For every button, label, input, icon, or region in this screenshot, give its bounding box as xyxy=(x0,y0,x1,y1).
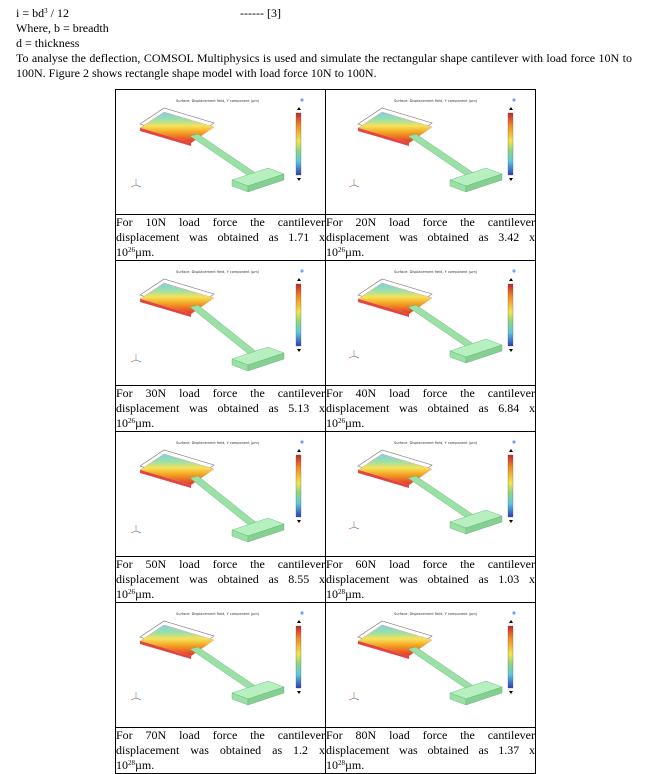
caption-text: For 70N load force the cantilever displacement was obtained as 1.2 x xyxy=(116,728,325,757)
caption-exponent: 28 xyxy=(338,759,345,767)
caption-power-base: 10 xyxy=(326,416,338,430)
axis-triad-icon xyxy=(349,692,359,700)
caption-power-base: 10 xyxy=(326,587,338,601)
sim-settings-icon xyxy=(512,98,515,101)
caption-text: For 50N load force the cantilever displacement was obtained as 8.55 x xyxy=(116,557,325,586)
simulation-image-3 xyxy=(116,261,326,386)
caption-power-base: 10 xyxy=(116,245,128,259)
equation-ref: ------ [3] xyxy=(240,6,281,20)
cantilever-simulation xyxy=(326,432,535,556)
caption-7 xyxy=(116,728,326,774)
simulation-image-8 xyxy=(326,603,536,728)
simulation-image-6 xyxy=(326,432,536,557)
caption-power-base: 10 xyxy=(326,245,338,259)
cantilever-simulation xyxy=(116,603,325,727)
caption-exponent: 26 xyxy=(338,246,345,254)
caption-exponent: 26 xyxy=(128,588,135,596)
caption-unit: µm. xyxy=(135,758,155,772)
axis-triad-icon xyxy=(131,692,141,700)
sim-settings-icon xyxy=(512,269,515,272)
caption-4 xyxy=(326,386,536,432)
sim-title-text: Surface: Displacement field, Y component (µm) xyxy=(394,441,478,445)
axis-triad-icon xyxy=(131,525,141,533)
simulation-image-2 xyxy=(326,90,536,215)
sim-settings-icon xyxy=(300,440,303,443)
cantilever-simulation xyxy=(116,261,325,385)
color-legend xyxy=(296,278,301,352)
simulation-image-5 xyxy=(116,432,326,557)
caption-unit: µm. xyxy=(135,587,155,601)
formula-line xyxy=(16,6,69,20)
caption-power-base: 10 xyxy=(116,758,128,772)
sim-settings-icon xyxy=(300,98,303,101)
formula-tail: / 12 xyxy=(47,6,69,20)
caption-6 xyxy=(326,557,536,603)
caption-text: For 40N load force the cantilever displacement was obtained as 6.84 x xyxy=(326,386,535,415)
formula-text: i = bd xyxy=(16,6,45,20)
cantilever-simulation xyxy=(326,603,535,727)
sim-title-text: Surface: Displacement field, Y component (µm) xyxy=(176,270,260,274)
caption-exponent: 28 xyxy=(128,759,135,767)
body-paragraph: To analyse the deflection, COMSOL Multiphysics is used and simulate the rectangular shape cantilever with load force 10N to 100N. Figure 2 shows rectangle shape model with load force 10N to 100N. xyxy=(16,51,632,80)
sim-settings-icon xyxy=(512,611,515,614)
where-line: Where, b = breadth xyxy=(16,21,109,35)
caption-text: For 20N load force the cantilever displacement was obtained as 3.42 x xyxy=(326,215,535,244)
thickness-line: d = thickness xyxy=(16,36,80,50)
caption-5 xyxy=(116,557,326,603)
caption-unit: µm. xyxy=(345,587,365,601)
caption-exponent: 26 xyxy=(128,246,135,254)
simulation-image-4 xyxy=(326,261,536,386)
axis-triad-icon xyxy=(131,354,141,362)
color-legend xyxy=(508,449,513,523)
caption-power-base: 10 xyxy=(326,758,338,772)
caption-power-base: 10 xyxy=(116,416,128,430)
caption-text: For 10N load force the cantilever displacement was obtained as 1.71 x xyxy=(116,215,325,244)
caption-2 xyxy=(326,215,536,261)
cantilever-simulation xyxy=(116,90,325,214)
figure-grid xyxy=(115,89,536,774)
axis-triad-icon xyxy=(131,179,141,187)
color-legend xyxy=(296,620,301,694)
color-legend xyxy=(508,278,513,352)
caption-unit: µm. xyxy=(345,416,365,430)
simulation-image-1 xyxy=(116,90,326,215)
cantilever-simulation xyxy=(326,90,535,214)
caption-unit: µm. xyxy=(345,758,365,772)
sim-settings-icon xyxy=(300,269,303,272)
caption-unit: µm. xyxy=(345,245,365,259)
sim-settings-icon xyxy=(512,440,515,443)
caption-1 xyxy=(116,215,326,261)
color-legend xyxy=(508,107,513,181)
sim-settings-icon xyxy=(300,611,303,614)
color-legend xyxy=(296,107,301,181)
color-legend xyxy=(296,449,301,523)
caption-text: For 30N load force the cantilever displacement was obtained as 5.13 x xyxy=(116,386,325,415)
axis-triad-icon xyxy=(349,350,359,358)
axis-triad-icon xyxy=(349,521,359,529)
color-legend xyxy=(508,620,513,694)
caption-power-base: 10 xyxy=(116,587,128,601)
caption-3 xyxy=(116,386,326,432)
caption-exponent: 28 xyxy=(338,588,345,596)
caption-text: For 80N load force the cantilever displacement was obtained as 1.37 x xyxy=(326,728,535,757)
sim-title-text: Surface: Displacement field, Y component (µm) xyxy=(176,612,260,616)
sim-title-text: Surface: Displacement field, Y component (µm) xyxy=(394,99,478,103)
sim-title-text: Surface: Displacement field, Y component (µm) xyxy=(176,441,260,445)
cantilever-arm xyxy=(190,476,263,531)
caption-exponent: 26 xyxy=(338,417,345,425)
cantilever-arm xyxy=(190,305,263,360)
sim-title-text: Surface: Displacement field, Y component (µm) xyxy=(176,99,260,103)
axis-triad-icon xyxy=(349,179,359,187)
caption-unit: µm. xyxy=(135,416,155,430)
caption-unit: µm. xyxy=(135,245,155,259)
simulation-image-7 xyxy=(116,603,326,728)
caption-8 xyxy=(326,728,536,774)
cantilever-simulation xyxy=(326,261,535,385)
sim-title-text: Surface: Displacement field, Y component (µm) xyxy=(394,270,478,274)
caption-exponent: 26 xyxy=(128,417,135,425)
caption-text: For 60N load force the cantilever displacement was obtained as 1.03 x xyxy=(326,557,535,586)
formula-exponent: 3 xyxy=(44,7,48,15)
cantilever-simulation xyxy=(116,432,325,556)
sim-title-text: Surface: Displacement field, Y component (µm) xyxy=(394,612,478,616)
